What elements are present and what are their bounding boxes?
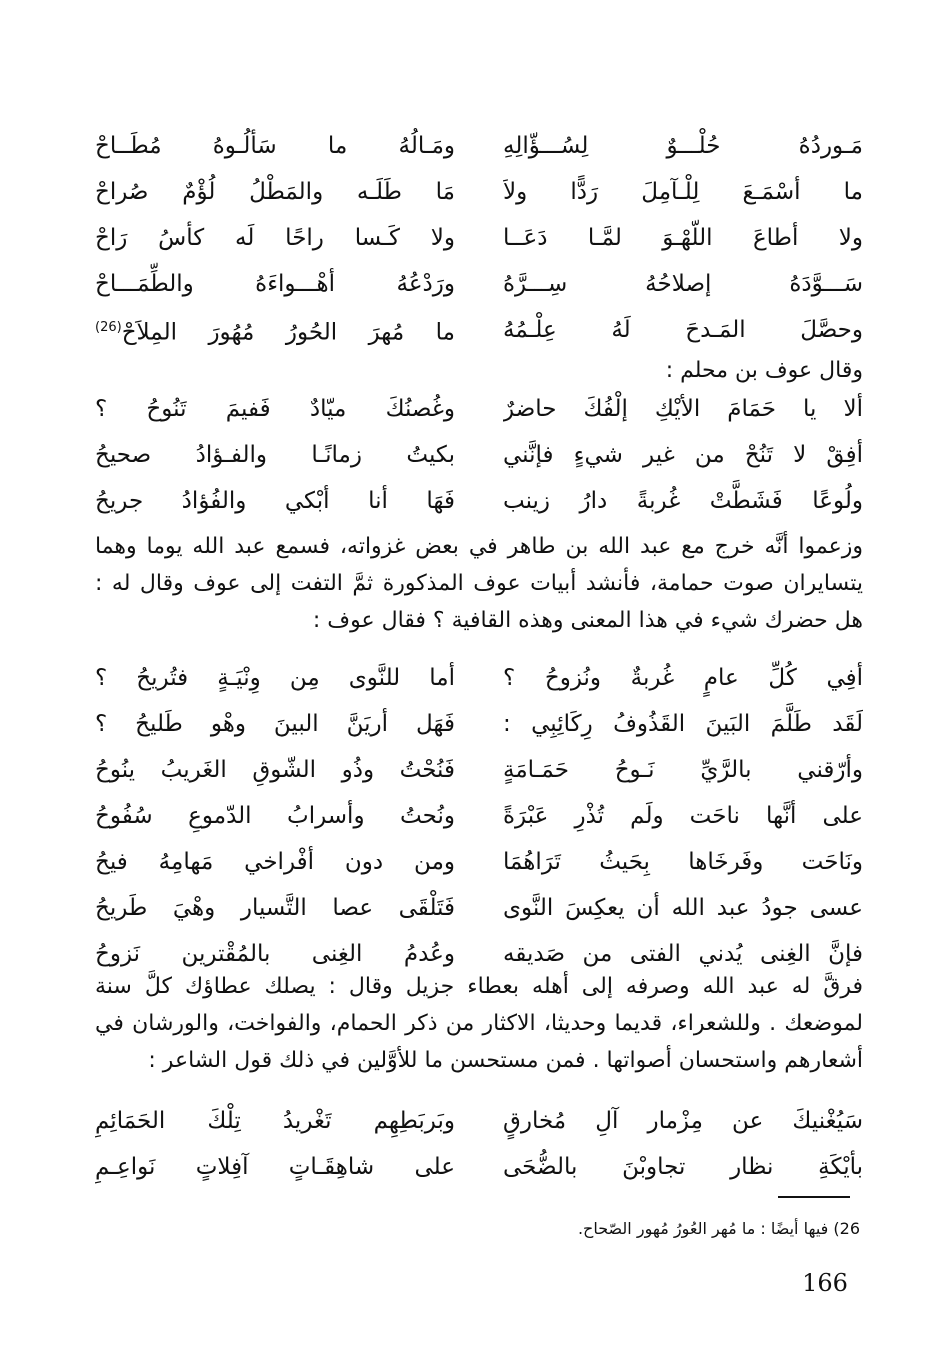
poem-block-3: [95, 655, 863, 977]
footnote: 26) فيها أيضًا : ما مُهر العُورُ مُهور الصّحاح.: [577, 1219, 860, 1238]
verse-line: [95, 432, 863, 478]
verse-second-hemistich: فَتَلْقَى عصا التَّسيار وهْيَ طَريحُ: [95, 895, 455, 921]
verse-line: [95, 1098, 863, 1144]
verse-first-hemistich: على أنَّها ناحَت ولَم تُذْرِ عَبْرَةً: [503, 803, 863, 829]
verse-line: [95, 261, 863, 307]
verse-first-hemistich: ألا يا حَمَامَ الأيْكِ إلْفُكَ حاضرٌ: [503, 396, 863, 422]
footnote-marker: (26): [95, 319, 122, 335]
verse-line: [95, 885, 863, 931]
verse-line: [95, 701, 863, 747]
verse-first-hemistich: عسى جودُ عبد الله أن يعكِسَ النَّوى: [503, 895, 863, 921]
verse-line: [95, 386, 863, 432]
poem-block-1: [95, 123, 863, 353]
intro-line: وقال عوف بن محلم :: [665, 358, 863, 383]
verse-second-hemistich: ومن دون أفْراخي مَهامِهُ فيحُ: [95, 849, 455, 875]
verse-first-hemistich: ولا أطاعَ اللّهْـوَ لمَّـا دَعَــا: [503, 225, 863, 251]
verse-second-hemistich: فَنُحْتُ وذُو الشّوقِ الغَريبُ ينُوحُ: [95, 757, 455, 783]
verse-line: [95, 839, 863, 885]
verse-line: [95, 1144, 863, 1190]
verse-line: [95, 655, 863, 701]
verse-first-hemistich: سَـــوَّدَهُ إصلاحُهُ سِـــرَّهُ: [503, 271, 863, 297]
verse-second-hemistich: أما للنَّوى مِن وِنْيَـةٍ فتُريحُ ؟: [95, 665, 455, 691]
verse-second-hemistich: ومَـالُهُ ما سَألُـوهُ مُطَــاحْ: [95, 133, 455, 159]
verse-second-hemistich: بكيتُ زمانًـا والفـؤادُ صحيحُ: [95, 442, 455, 468]
verse-second-hemistich: مَا طَلَـه والمَطْلُ لُؤْمٌ صُراحْ: [95, 179, 455, 205]
verse-second-hemistich: فَهَل أريَنَّ البينَ وهْو طَليحُ ؟: [95, 711, 455, 737]
page-number: 166: [802, 1269, 848, 1297]
verse-first-hemistich: سَيُغْنيكَ عن مِزْمار آلِ مُخارقٍ: [503, 1108, 863, 1134]
verse-first-hemistich: أفِي كُلِّ عامٍ غُربةٌ ونُزوحُ ؟: [503, 665, 863, 691]
verse-second-hemistich: فَهَا أنا أبْكي والفُؤادُ جريحُ: [95, 488, 455, 514]
verse-line: [95, 747, 863, 793]
verse-second-hemistich: وغُصنُكَ ميّادٌ فَفيمَ تَنُوحُ ؟: [95, 396, 455, 422]
poem-block-4: [95, 1098, 863, 1190]
verse-first-hemistich: ولُوعًا فَشَطَّتْ غُربةً دارُ زينب: [503, 488, 863, 514]
verse-second-hemistich: على شاهِقَـاتٍ آفِلاتٍ نَواعِـمِ: [95, 1154, 455, 1180]
verse-line: [95, 307, 863, 353]
verse-second-hemistich: [95, 305, 455, 356]
verse-first-hemistich: فإنَّ الغِنى يُدني الفتى من صَديقه: [503, 941, 863, 967]
verse-second-hemistich: وعُدمُ الغِنى بالمُقْترين نَزوحُ: [95, 941, 455, 967]
verse-line: [95, 793, 863, 839]
verse-line: [95, 215, 863, 261]
verse-first-hemistich: وحصَّلَ المَـدحَ لَهُ عِلْـمُهُ: [503, 317, 863, 343]
verse-second-hemistich: ونُحتُ وأسرابُ الدّموعِ سُفُوحُ: [95, 803, 455, 829]
verse-line: [95, 169, 863, 215]
poem-block-2: [95, 386, 863, 524]
verse-first-hemistich: ما أسْمَـعَ لِلْـآمِلَ رَدًّا ولاَ: [503, 179, 863, 205]
verse-first-hemistich: لَقَد طَلَّمَ البَينَ القَذُوفُ رِكَائِبِي :: [503, 711, 863, 737]
paragraph: فرقَّ له عبد الله وصرفه إلى أهله بعطاء جزيل وقال : يصلك عطاؤك كلَّ سنة لموضعك . وللشعراء، قديما وحديثا، الاكثار من ذكر الحمام، والفواخت، والورشان في أشعارهم واستحسان أصواتها . فمن مستحسن ما للأوَّلين في ذلك قول الشاعر :: [95, 974, 863, 1073]
verse-line: [95, 478, 863, 524]
verse-second-hemistich: ورَدْعُهُ أهْـــواءَهُ والطِّمَـــاحْ: [95, 271, 455, 297]
verse-first-hemistich: بأيْكَةِ نظار تجاوبْنَ بالضُّحَى: [503, 1154, 863, 1180]
verse-text: ما مُهرَ الحُورُ مُهُورَ المِلاَحْ: [121, 319, 455, 346]
verse-first-hemistich: ونَاحَت وفَرخَاها بِحَيثُ تَرَاهُمَا: [503, 849, 863, 875]
verse-second-hemistich: ولا كَـسا راحًا لَه كأسُ رَاحْ: [95, 225, 455, 251]
prose-intro: [95, 352, 863, 389]
verse-first-hemistich: مَـوردُهُ حُلْـــوٌ لِسُـــؤّالِهِ: [503, 133, 863, 159]
prose-paragraph-2: [95, 968, 863, 1079]
paragraph: وزعموا أنَّه خرج مع عبد الله بن طاهر في بعض غزواته، فسمع عبد الله يوما وهما يتسايران صوت حمامة، فأنشد أبيات عوف المذكورة ثمَّ التفت إلى عوف وقال له : هل حضرك شيء في هذا المعنى وهذه القافية ؟ فقال عوف :: [95, 534, 863, 633]
verse-first-hemistich: وأرّقني بالرَّيِّ نَـوحُ حَمَـامَةٍ: [503, 757, 863, 783]
prose-paragraph-1: [95, 528, 863, 639]
verse-first-hemistich: أفِقْ لا تَنُحْ من غير شيءٍ فإنَّني: [503, 442, 863, 468]
footnote-divider: [778, 1196, 850, 1198]
verse-line: [95, 123, 863, 169]
verse-second-hemistich: وبَربَطِهِم تَغْريدُ تِلْكَ الحَمَائِمِ: [95, 1108, 455, 1134]
